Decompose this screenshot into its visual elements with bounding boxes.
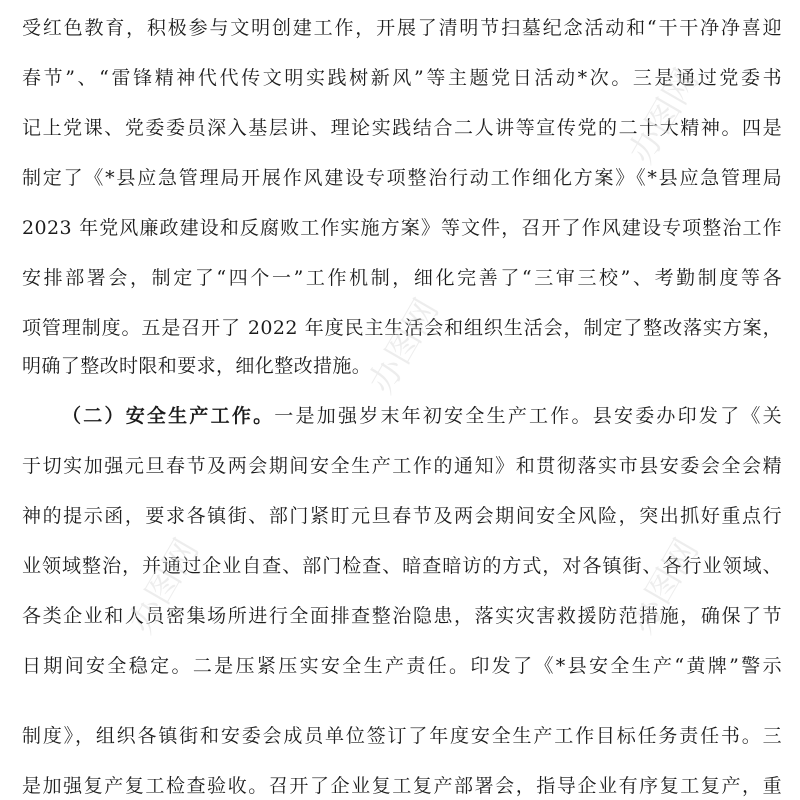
section-2-line-5: 各类企业和人员密集场所进行全面排查整治隐患，落实灾害救援防范措施，确保了节	[22, 605, 782, 627]
paragraph-1-line-3: 记上党课、党委委员深入基层讲、理论实践结合二人讲等宣传党的二十大精神。四是	[22, 117, 782, 139]
section-2-line-4: 业领域整治，并通过企业自查、部门检查、暗查暗访的方式，对各镇街、各行业领域、	[22, 555, 782, 577]
paragraph-1-line-2: 春节”、“雷锋精神代代传文明实践树新风”等主题党日活动*次。三是通过党委书	[22, 67, 782, 89]
section-2-heading: （二）安全生产工作。	[62, 405, 275, 427]
paragraph-1-line-5: 2023 年党风廉政建设和反腐败工作实施方案》等文件，召开了作风建设专项整治工作	[22, 217, 782, 239]
continuation-line-2: 是加强复产复工检查验收。召开了企业复工复产部署会，指导企业有序复工复产，重	[22, 775, 782, 797]
paragraph-1-line-8: 明确了整改时限和要求，细化整改措施。	[22, 355, 372, 377]
section-2-line-6: 日期间安全稳定。二是压紧压实安全生产责任。印发了《*县安全生产“黄牌”警示	[22, 655, 782, 677]
section-2-line-3: 神的提示函，要求各镇街、部门紧盯元旦春节及两会期间安全风险，突出抓好重点行	[22, 505, 782, 527]
paragraph-1-line-4: 制定了《*县应急管理局开展作风建设专项整治行动工作细化方案》《*县应急管理局	[22, 167, 782, 189]
paragraph-1-line-1: 受红色教育，积极参与文明创建工作，开展了清明节扫墓纪念活动和“干干净净喜迎	[22, 17, 782, 39]
paragraph-1-line-6: 安排部署会，制定了“四个一”工作机制，细化完善了“三审三校”、考勤制度等各	[22, 267, 782, 289]
section-2-line-1	[62, 401, 782, 431]
continuation-line-1: 制度》，组织各镇街和安委会成员单位签订了年度安全生产工作目标任务责任书。三	[22, 725, 782, 747]
section-2-line-2: 于切实加强元旦春节及两会期间安全生产工作的通知》和贯彻落实市县安委会全会精	[22, 455, 782, 477]
watermark-text: 办图网	[361, 292, 447, 401]
watermark-text: 办图网	[121, 532, 207, 641]
watermark-text: 办图网	[621, 62, 707, 171]
section-2-first-line-text: 一是加强岁末年初安全生产工作。县安委办印发了《关	[274, 405, 782, 427]
paragraph-1-line-7: 项管理制度。五是召开了 2022 年度民主生活会和组织生活会，制定了整改落实方案，	[22, 317, 782, 339]
watermark-text: 办图网	[621, 532, 707, 641]
